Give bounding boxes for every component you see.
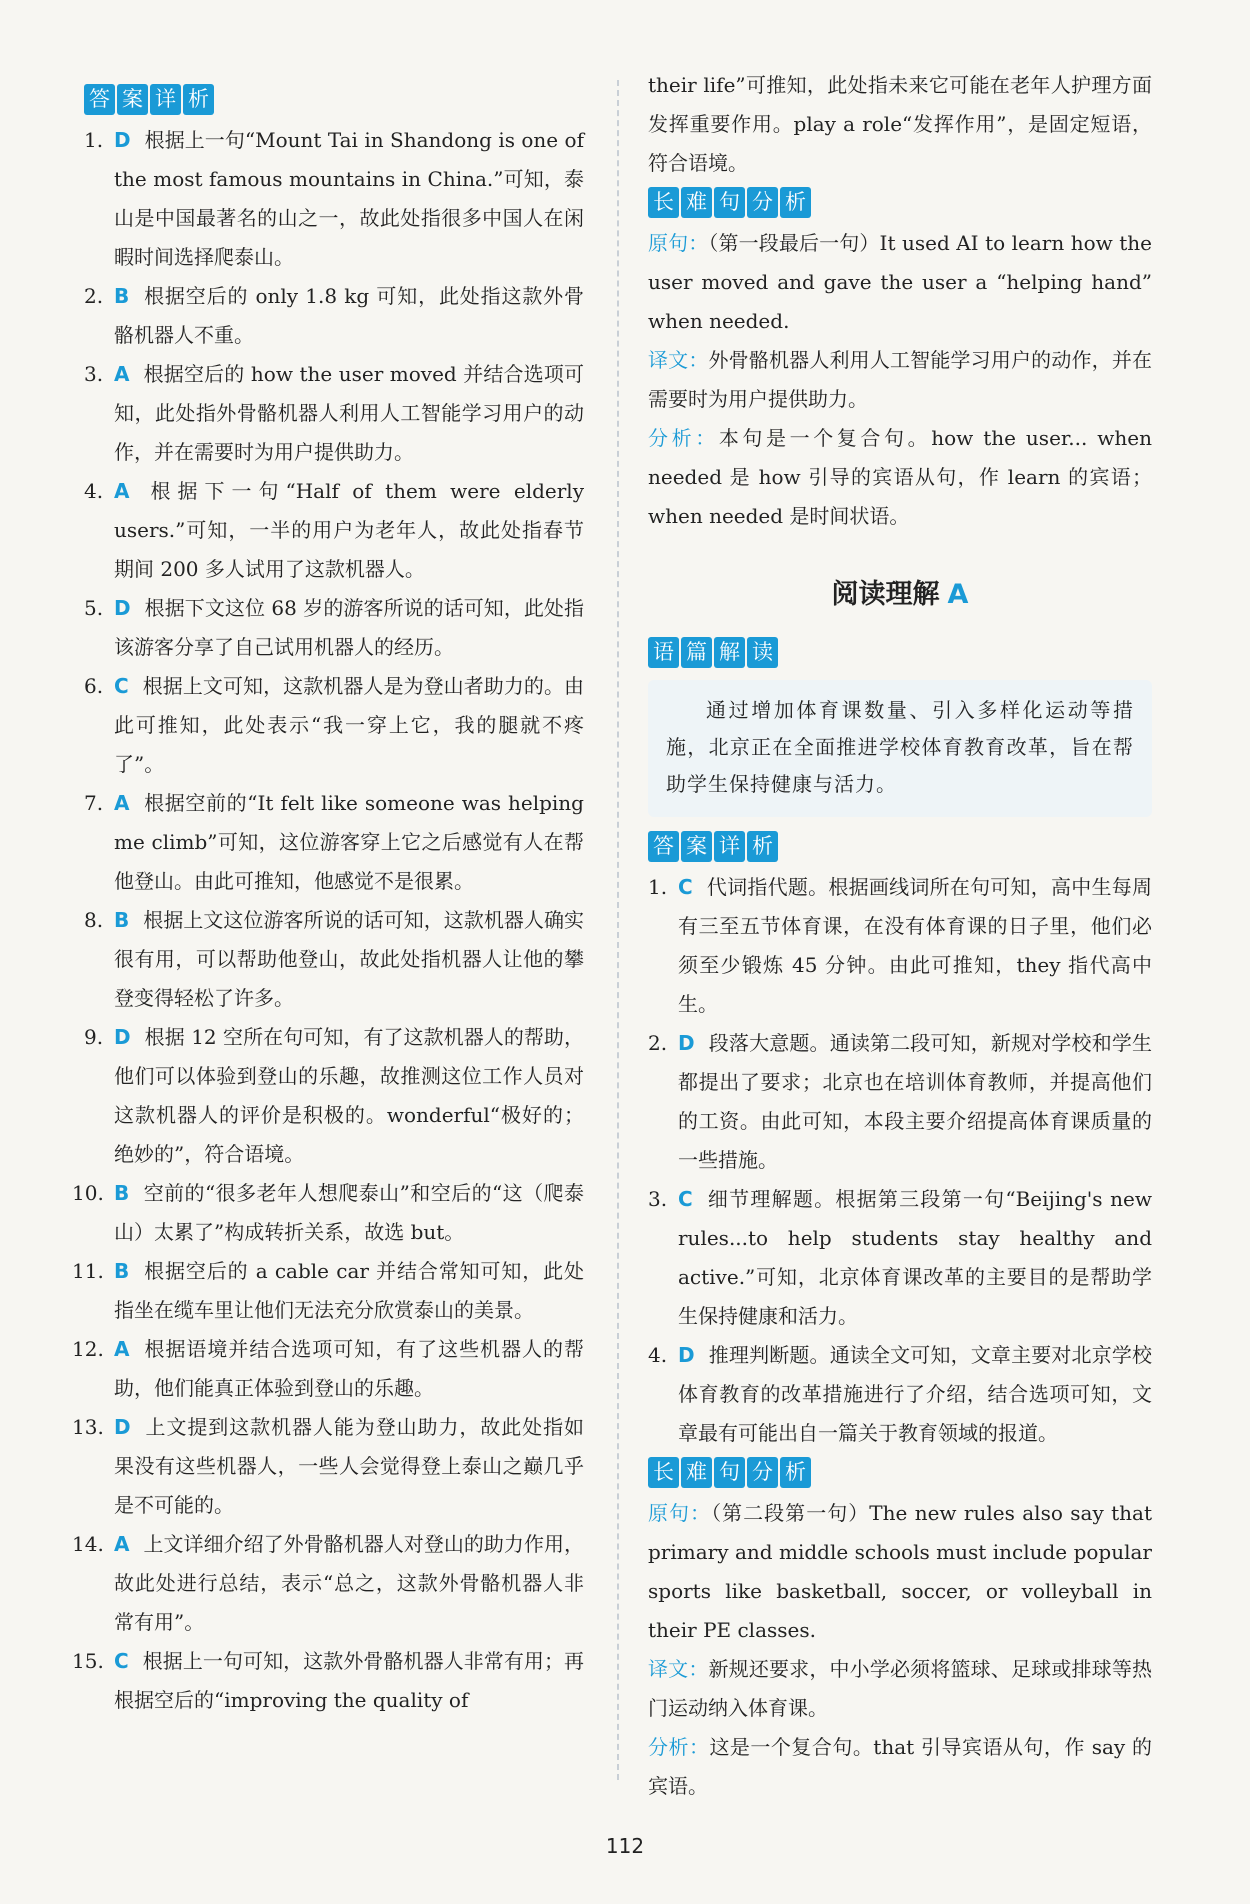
answer-item bbox=[84, 589, 584, 667]
answer-letter: B bbox=[114, 284, 130, 308]
question-number: 11. bbox=[72, 1259, 104, 1283]
question-number: 1. bbox=[648, 875, 668, 899]
answer-letter: C bbox=[678, 1187, 693, 1211]
answer-item bbox=[72, 1408, 584, 1525]
explanation-text: 上文详细介绍了外骨骼机器人对登山的助力作用，故此处进行总结，表示“总之，这款外骨骼机器人非常有用”。 bbox=[114, 1532, 584, 1634]
answer-letter: B bbox=[114, 908, 130, 932]
explanation-text: 根据上一句可知，这款外骨骼机器人非常有用；再根据空后的“improving the quality of bbox=[114, 1649, 584, 1712]
answer-list bbox=[72, 121, 584, 1720]
answer-letter: C bbox=[114, 674, 129, 698]
explanation-text: 推理判断题。通读全文可知，文章主要对北京学校体育教育的改革措施进行了介绍，结合选项可知，文章最有可能出自一篇关于教育领域的报道。 bbox=[678, 1343, 1152, 1445]
explanation-text: 细节理解题。根据第三段第一句“Beijing's new rules...to help students stay healthy and active.”可知，北京体育课改革的主要目的是帮助学生保持健康和活力。 bbox=[678, 1187, 1152, 1328]
answer-letter: D bbox=[678, 1031, 695, 1055]
question-number: 7. bbox=[84, 791, 104, 815]
answer-letter: D bbox=[114, 1415, 131, 1439]
explanation-text: 代词指代题。根据画线词所在句可知，高中生每周有三至五节体育课，在没有体育课的日子里，他们必须至少锻炼 45 分钟。由此可推知，they 指代高中生。 bbox=[678, 875, 1152, 1016]
answer-letter: C bbox=[678, 875, 693, 899]
question-number: 5. bbox=[84, 596, 104, 620]
explanation-text: 段落大意题。通读第二段可知，新规对学校和学生都提出了要求；北京也在培训体育教师，并提高他们的工资。由此可知，本段主要介绍提高体育课质量的一些措施。 bbox=[678, 1031, 1152, 1172]
explanation-text: 上文提到这款机器人能为登山助力，故此处指如果没有这些机器人，一些人会觉得登上泰山之巅几乎是不可能的。 bbox=[114, 1415, 584, 1517]
question-number: 4. bbox=[84, 479, 104, 503]
answer-item bbox=[72, 1252, 584, 1330]
explanation-text: 根据空后的 a cable car 并结合常知可知，此处指坐在缆车里让他们无法充分欣赏泰山的美景。 bbox=[114, 1259, 584, 1322]
answer-item bbox=[648, 1180, 1152, 1336]
analysis: 分析：本句是一个复合句。how the user... when needed 是 how 引导的宾语从句，作 learn 的宾语；when needed 是时间状语。 bbox=[648, 426, 1153, 528]
answer-item bbox=[84, 355, 584, 472]
column-divider bbox=[617, 80, 619, 1780]
answer-letter: A bbox=[114, 791, 130, 815]
question-number: 9. bbox=[84, 1025, 104, 1049]
answer-letter: D bbox=[114, 128, 131, 152]
answer-letter: D bbox=[114, 1025, 131, 1049]
answer-letter: A bbox=[114, 479, 130, 503]
answer-letter: D bbox=[678, 1343, 695, 1367]
question-number: 12. bbox=[72, 1337, 104, 1361]
explanation-text: 根据语境并结合选项可知，有了这些机器人的帮助，他们能真正体验到登山的乐趣。 bbox=[114, 1337, 584, 1400]
answer-item bbox=[648, 1336, 1152, 1453]
question-number: 4. bbox=[648, 1343, 668, 1367]
answer-letter: C bbox=[114, 1649, 129, 1673]
question-number: 14. bbox=[72, 1532, 104, 1556]
answer-item bbox=[648, 868, 1152, 1024]
answer-item bbox=[84, 1018, 584, 1174]
answer-detail-tag: 答 案 详 析 bbox=[84, 84, 214, 115]
section-letter: A bbox=[947, 579, 969, 610]
answer-letter: D bbox=[114, 596, 131, 620]
question-number: 3. bbox=[648, 1187, 668, 1211]
answer-letter: B bbox=[114, 1181, 130, 1205]
answer-detail-tag-right: 答 案 详 析 bbox=[648, 831, 778, 862]
translation-2: 译文：新规还要求，中小学必须将篮球、足球或排球等热门运动纳入体育课。 bbox=[648, 1657, 1152, 1720]
question-number: 2. bbox=[648, 1031, 668, 1055]
question-number: 2. bbox=[84, 284, 104, 308]
continuation-text: their life”可推知，此处指未来它可能在老年人护理方面发挥重要作用。play a role“发挥作用”，是固定短语，符合语境。 bbox=[648, 73, 1152, 175]
page-number: 112 bbox=[605, 1834, 645, 1858]
explanation-text: 根据上文这位游客所说的话可知，这款机器人确实很有用，可以帮助他登山，故此处指机器人让他的攀登变得轻松了许多。 bbox=[114, 908, 584, 1010]
long-sentence-tag: 长 难 句 分 析 bbox=[648, 187, 811, 218]
section-title: 阅读理解 A bbox=[831, 579, 969, 610]
explanation-text: 根据空后的 how the user moved 并结合选项可知，此处指外骨骼机器人利用人工智能学习用户的动作，并在需要时为用户提供助力。 bbox=[114, 362, 584, 464]
analysis-2: 分析：这是一个复合句。that 引导宾语从句，作 say 的宾语。 bbox=[648, 1735, 1153, 1798]
answer-item bbox=[72, 1642, 584, 1720]
explanation-text: 根据空前的“It felt like someone was helping me climb”可知，这位游客穿上它之后感觉有人在帮他登山。由此可推知，他感觉不是很累。 bbox=[114, 791, 584, 893]
question-number: 15. bbox=[72, 1649, 104, 1673]
question-number: 3. bbox=[84, 362, 104, 386]
explanation-text: 根据下文这位 68 岁的游客所说的话可知，此处指该游客分享了自己试用机器人的经历。 bbox=[114, 596, 584, 659]
answer-item bbox=[648, 1024, 1152, 1180]
answer-item bbox=[72, 1330, 584, 1408]
right-column bbox=[648, 66, 1152, 1806]
original-sentence: 原句：（第一段最后一句）It used AI to learn how the user moved and gave the user a “helping hand” when needed. bbox=[648, 231, 1152, 333]
reading-interpretation-tag: 语 篇 解 读 bbox=[648, 637, 778, 668]
translation: 译文：外骨骼机器人利用人工智能学习用户的动作，并在需要时为用户提供助力。 bbox=[648, 348, 1152, 411]
explanation-text: 根据上一句“Mount Tai in Shandong is one of the most famous mountains in China.”可知，泰山是中国最著名的山之一，故此处指很多中国人在闲暇时间选择爬泰山。 bbox=[114, 128, 584, 269]
answer-item bbox=[84, 901, 584, 1018]
answer-letter: A bbox=[114, 1532, 130, 1556]
question-number: 8. bbox=[84, 908, 104, 932]
passage-summary: 通过增加体育课数量、引入多样化运动等措施，北京正在全面推进学校体育教育改革，旨在帮助学生保持健康与活力。 bbox=[648, 680, 1152, 817]
answer-item bbox=[84, 277, 584, 355]
answer-letter: A bbox=[114, 1337, 130, 1361]
question-number: 1. bbox=[84, 128, 104, 152]
answer-item bbox=[84, 472, 584, 589]
answer-letter: A bbox=[114, 362, 130, 386]
answer-letter: B bbox=[114, 1259, 130, 1283]
answer-item bbox=[72, 1174, 584, 1252]
original-sentence-2: 原句：（第二段第一句）The new rules also say that primary and middle schools must include popular sports like basketball, soccer, or volleyball in their PE classes. bbox=[648, 1501, 1153, 1642]
explanation-text: 根据下一句“Half of them were elderly users.”可知，一半的用户为老年人，故此处指春节期间 200 多人试用了这款机器人。 bbox=[114, 479, 584, 581]
question-number: 10. bbox=[72, 1181, 104, 1205]
explanation-text: 空前的“很多老年人想爬泰山”和空后的“这（爬泰山）太累了”构成转折关系，故选 but。 bbox=[114, 1181, 584, 1244]
answer-item bbox=[84, 784, 584, 901]
long-sentence-tag-2: 长 难 句 分 析 bbox=[648, 1457, 811, 1488]
explanation-text: 根据上文可知，这款机器人是为登山者助力的。由此可推知，此处表示“我一穿上它，我的腿就不疼了”。 bbox=[114, 674, 584, 776]
left-column bbox=[72, 80, 584, 1720]
question-number: 6. bbox=[84, 674, 104, 698]
reading-answer-list bbox=[648, 868, 1152, 1453]
explanation-text: 根据 12 空所在句可知，有了这款机器人的帮助，他们可以体验到登山的乐趣，故推测这位工作人员对这款机器人的评价是积极的。wonderful“极好的；绝妙的”，符合语境。 bbox=[114, 1025, 584, 1166]
answer-item bbox=[84, 121, 584, 277]
answer-item bbox=[84, 667, 584, 784]
explanation-text: 根据空后的 only 1.8 kg 可知，此处指这款外骨骼机器人不重。 bbox=[114, 284, 584, 347]
question-number: 13. bbox=[72, 1415, 104, 1439]
answer-item bbox=[72, 1525, 584, 1642]
